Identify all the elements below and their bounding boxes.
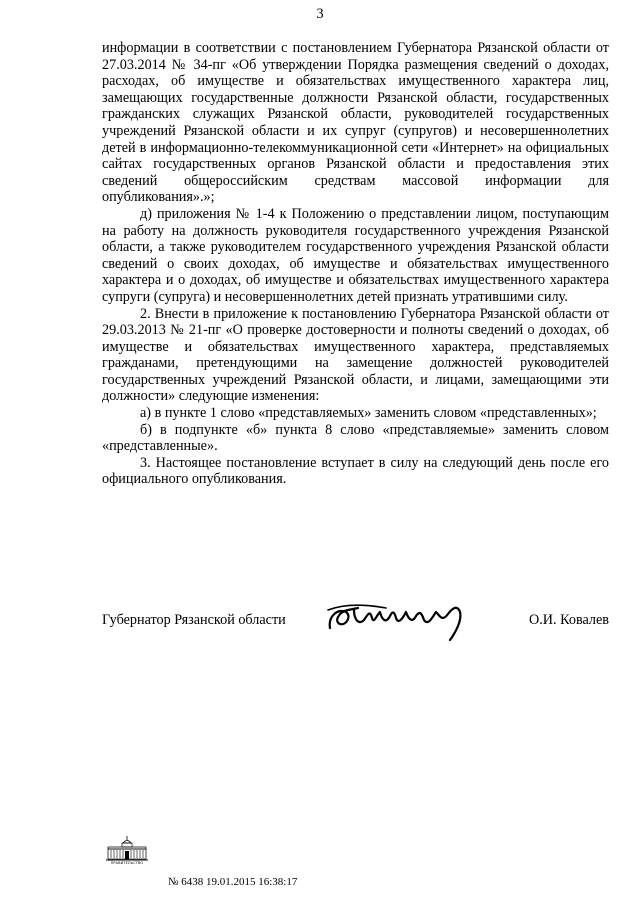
paragraph-3: 3. Настоящее постановление вступает в силу на следующий день после его официального опубликования. [102,454,609,488]
paragraph-2: 2. Внести в приложение к постановлению Губернатора Рязанской области от 29.03.2013 № 21-пг «О проверке достоверности и полноты сведений о доходах, об имуществе и обязательствах имущественного характера, представляемых гражданами, претендующими на замещение должностей руководителей государственных учреждений Рязанской области, и лицами, замещающими эти должности» следующие изменения: [102,305,609,405]
paragraph-item-a: а) в пункте 1 слово «представляемых» заменить словом «представленных»; [140,405,597,422]
registration-stamp: № 6438 19.01.2015 16:38:17 [168,876,298,888]
signatory-title: Губернатор Рязанской области [102,612,286,628]
handwritten-signature [324,598,492,644]
signatory-name: О.И. Ковалев [529,612,609,628]
paragraph-item-d: д) приложения № 1-4 к Положению о представлении лицом, поступающим на работу на должность руководителя государственного учреждения Рязанской области, а также руководителем государственного учреждения Рязанской области сведений о своих доходах, об имуществе и обязательствах имущественного характера и о доходах, об имуществе и обязательствах имущественного характера супруги (супруга) и несовершеннолетних детей признать утратившими силу. [102,205,609,305]
page-number: 3 [316,6,324,22]
emblem-caption: ПРАВИТЕЛЬСТВО [110,861,144,865]
paragraph-continuation: информации в соответствии с постановлением Губернатора Рязанской области от 27.03.2014 № 34-пг «Об утверждении Порядка размещения сведений о доходах, расходах, об имуществе и обязательствах имущественного характера лиц, замещающих государственные должности Рязанской области, государственных гражданских служащих Рязанской области, руководителей государственных учреждений Рязанской области и их супруг (супругов) и несовершеннолетних детей в информационно-телекоммуникационной сети «Интернет» на официальных сайтах государственных органов Рязанской области и предоставления этих сведений общероссийским средствам массовой информации для опубликования».»; [102,40,609,206]
signature-block [102,604,609,644]
paragraph-item-b: б) в подпункте «б» пункта 8 слово «представляемые» заменить словом «представленные». [102,421,609,455]
document-body [102,40,609,488]
